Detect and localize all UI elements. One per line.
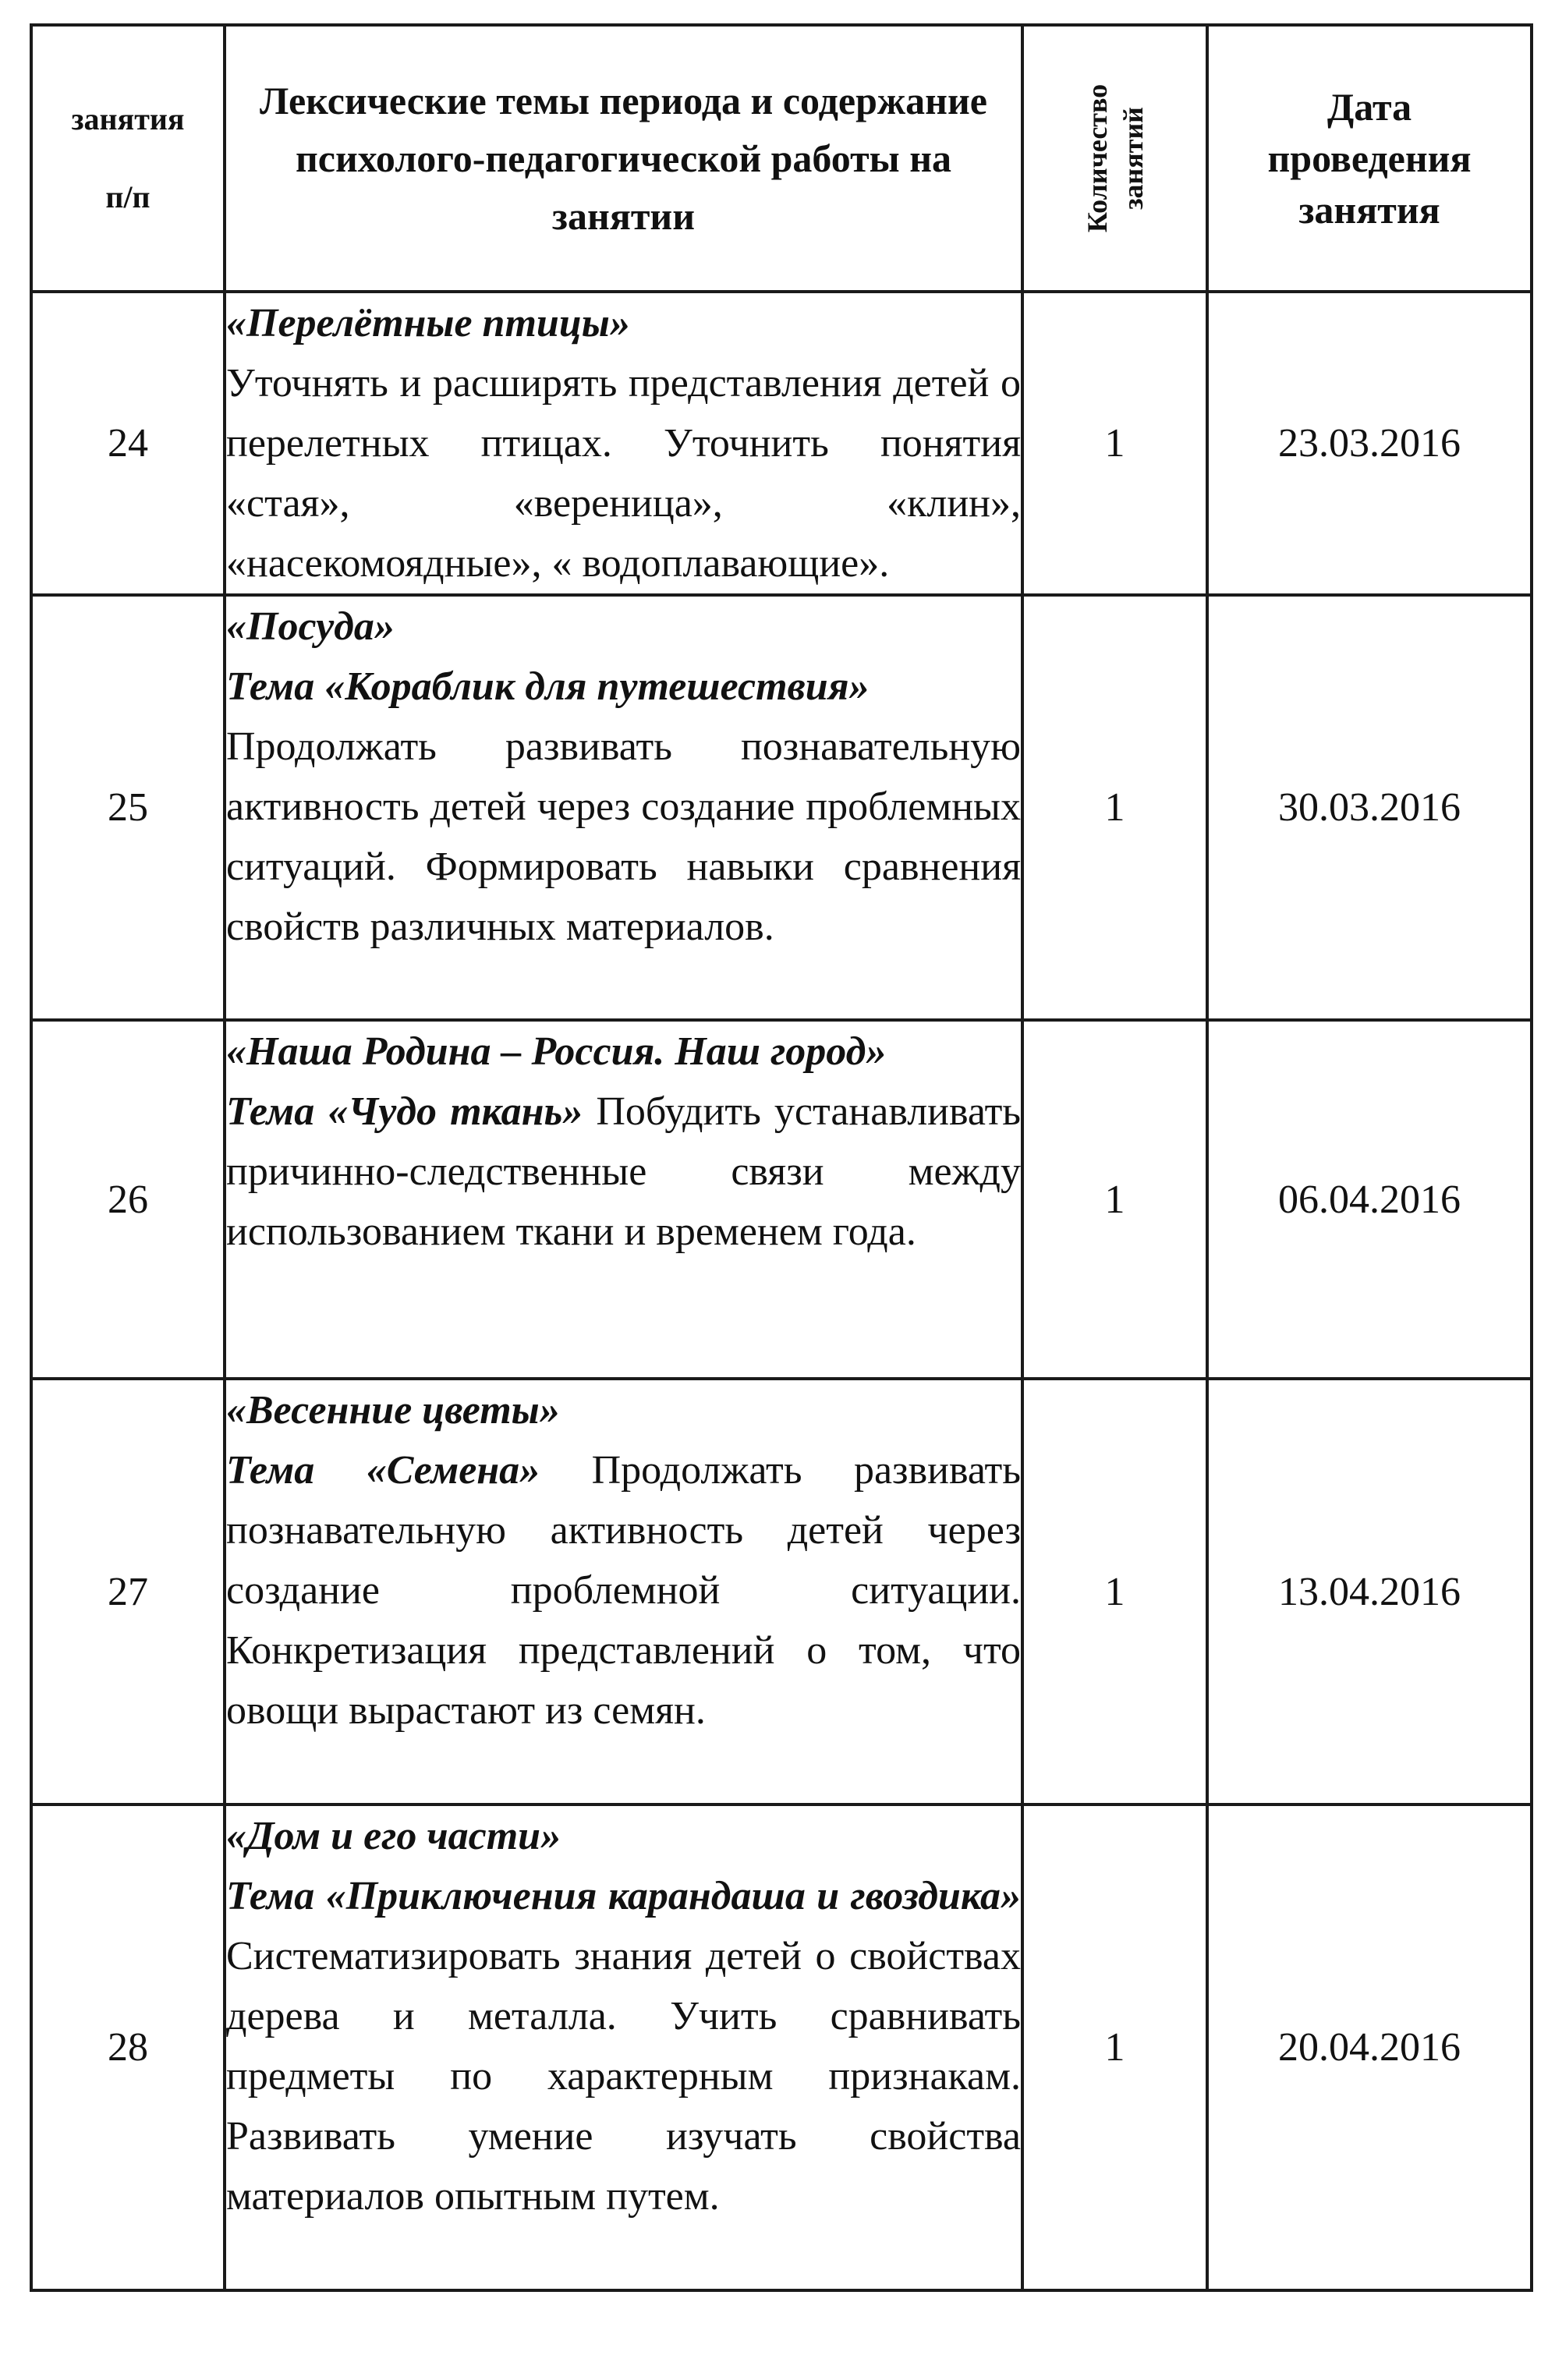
table-row — [31, 1379, 1532, 1804]
lesson-number: 24 — [31, 292, 225, 595]
header-topic: Лексические темы периода и содержание психолого-педагогической работы на занятии — [225, 25, 1022, 292]
lesson-topic — [225, 292, 1022, 595]
lesson-date: 13.04.2016 — [1207, 1379, 1532, 1804]
lesson-subtheme: Тема «Приключения карандаша и гвоздика» — [226, 1874, 1021, 1918]
lesson-description: Продолжать развивать познавательную активность детей через создание проблемной ситуации. Конкретизация представлений о том, что овощи вырастают из семян. — [226, 1448, 1021, 1733]
lesson-theme-title: «Посуда» — [226, 604, 395, 649]
lesson-count: 1 — [1022, 292, 1207, 595]
table-row — [31, 292, 1532, 595]
table-header-row — [31, 25, 1532, 292]
lesson-topic — [225, 1804, 1022, 2290]
lesson-description: Побудить устанавливать причинно-следственные связи между использованием ткани и временем года. — [226, 1089, 1022, 1254]
lesson-topic — [225, 1020, 1022, 1379]
header-lesson-number — [31, 25, 225, 292]
lesson-count: 1 — [1022, 595, 1207, 1020]
lesson-theme-title: «Весенние цветы» — [226, 1388, 560, 1433]
lesson-theme-title: «Перелётные птицы» — [226, 301, 630, 345]
lesson-number: 28 — [31, 1804, 225, 2290]
lesson-subtheme: Тема «Кораблик для путешествия» — [226, 664, 870, 709]
lesson-date: 06.04.2016 — [1207, 1020, 1532, 1379]
lesson-count: 1 — [1022, 1379, 1207, 1804]
lesson-number: 26 — [31, 1020, 225, 1379]
header-lesson-number-line2: п/п — [105, 179, 151, 214]
lesson-number: 27 — [31, 1379, 225, 1804]
header-lesson-count-line2: занятий — [1117, 107, 1149, 210]
table-row — [31, 595, 1532, 1020]
table-row — [31, 1804, 1532, 2290]
header-date-line2: проведения — [1267, 136, 1472, 180]
table-row — [31, 1020, 1532, 1379]
lesson-subtheme: Тема «Семена» — [226, 1448, 592, 1493]
lesson-theme-title: «Дом и его части» — [226, 1814, 561, 1858]
header-lesson-count-line1: Количество — [1081, 83, 1113, 233]
header-lesson-count — [1022, 25, 1207, 292]
lesson-description: Продолжать развивать познавательную активность детей через создание проблемных ситуаций. Формировать навыки сравнения свойств различных материалов. — [226, 724, 1021, 949]
lesson-plan-table — [30, 23, 1533, 2292]
lesson-topic — [225, 595, 1022, 1020]
header-lesson-count-rotated — [1079, 84, 1151, 232]
header-date-line1: Дата — [1327, 85, 1412, 129]
lesson-count: 1 — [1022, 1804, 1207, 2290]
lesson-number: 25 — [31, 595, 225, 1020]
header-date-line3: занятия — [1298, 188, 1440, 232]
lesson-date: 23.03.2016 — [1207, 292, 1532, 595]
lesson-theme-title: «Наша Родина – Россия. Наш город» — [226, 1029, 887, 1074]
lesson-subtheme: Тема «Чудо ткань» — [226, 1089, 597, 1134]
header-date — [1207, 25, 1532, 292]
lesson-topic — [225, 1379, 1022, 1804]
lesson-date: 20.04.2016 — [1207, 1804, 1532, 2290]
lesson-description: Уточнять и расширять представления детей о перелетных птицах. Уточнить понятия «стая», «вереница», «клин», «насекомоядные», « водоплавающие». — [226, 361, 1021, 586]
lesson-count: 1 — [1022, 1020, 1207, 1379]
lesson-description: Систематизировать знания детей о свойствах дерева и металла. Учить сравнивать предметы по характерным признакам. Развивать умение изучать свойства материалов опытным путем. — [226, 1934, 1021, 2219]
header-lesson-number-line1: занятия — [71, 101, 185, 136]
lesson-date: 30.03.2016 — [1207, 595, 1532, 1020]
